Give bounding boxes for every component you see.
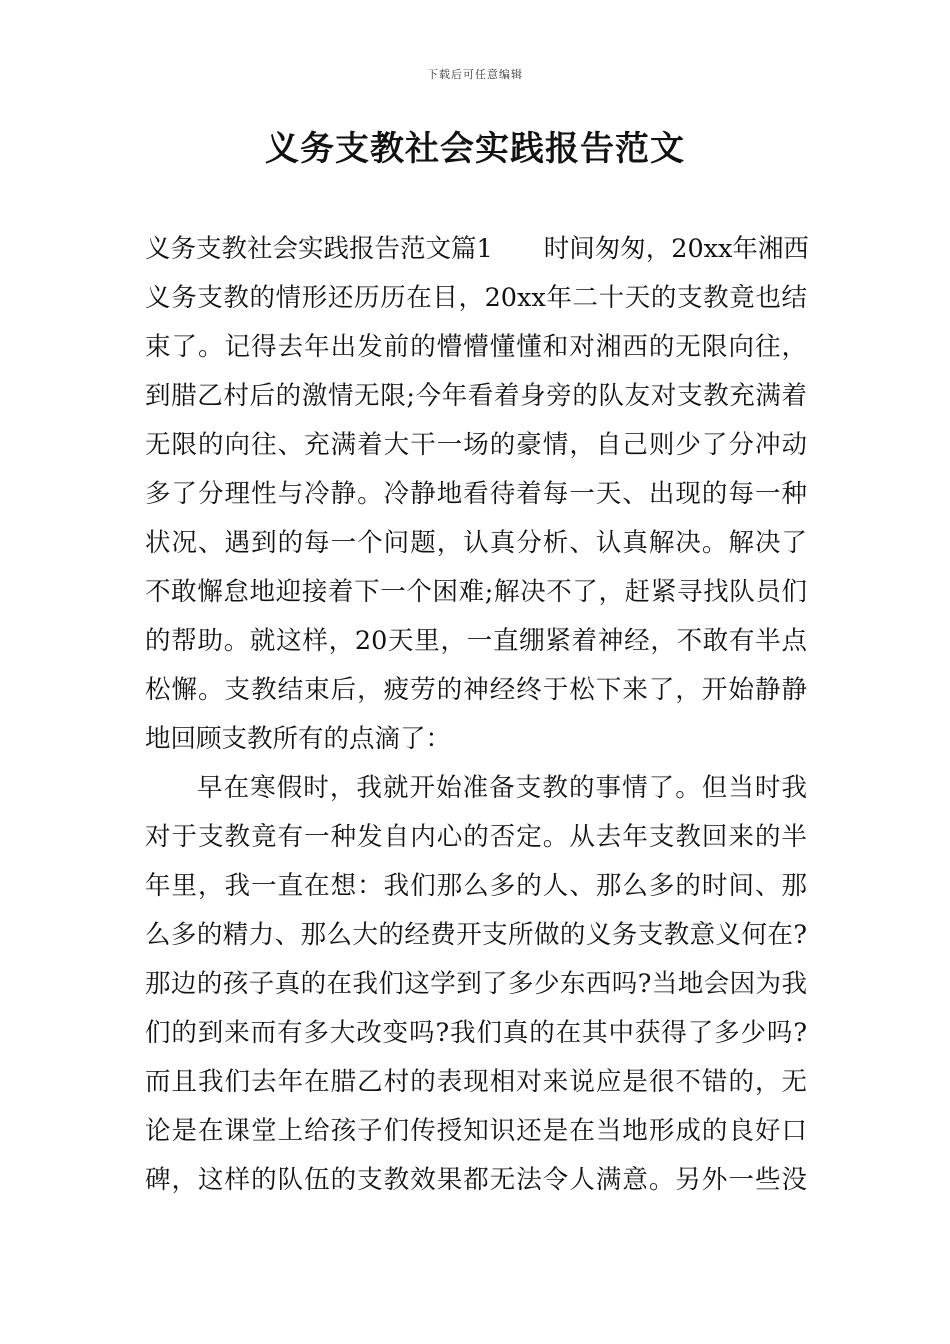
text-line: 状况、遇到的每一个问题，认真分析、认真解决。解决了 — [145, 528, 807, 558]
text-line: 么多的精力、那么大的经费开支所做的义务支教意义何在? — [145, 920, 807, 950]
text-line: 多了分理性与冷静。冷静地看待着每一天、出现的每一种 — [145, 479, 807, 509]
text-line: 而且我们去年在腊乙村的表现相对来说应是很不错的，无 — [145, 1067, 807, 1097]
text-line: 地回顾支教所有的点滴了： — [145, 724, 452, 754]
header-note: 下载后可任意编辑 — [427, 68, 523, 81]
text-line: 义务支教社会实践报告范文篇1 时间匆匆，20xx年湘西 — [145, 234, 809, 264]
text-line: 束了。记得去年出发前的懵懵懂懂和对湘西的无限向往， — [145, 332, 807, 362]
text-line: 年里，我一直在想：我们那么多的人、那么多的时间、那 — [145, 871, 807, 901]
text-line: 那边的孩子真的在我们这学到了多少东西吗?当地会因为我 — [145, 969, 807, 999]
document-title: 义务支教社会实践报告范文 — [265, 129, 685, 169]
text-line: 们的到来而有多大改变吗?我们真的在其中获得了多少吗? — [145, 1018, 807, 1048]
text-line: 无限的向往、充满着大干一场的豪情，自己则少了分冲动 — [145, 430, 807, 460]
text-line: 松懈。支教结束后，疲劳的神经终于松下来了，开始静静 — [145, 675, 807, 705]
text-line: 义务支教的情形还历历在目，20xx年二十天的支教竟也结 — [145, 283, 807, 313]
text-line: 的帮助。就这样，20天里，一直绷紧着神经，不敢有半点 — [145, 626, 807, 656]
text-line: 碑，这样的队伍的支教效果都无法令人满意。另外一些没 — [145, 1165, 807, 1195]
text-line: 不敢懈怠地迎接着下一个困难;解决不了，赶紧寻找队员们 — [145, 577, 807, 607]
text-line: 论是在课堂上给孩子们传授知识还是在当地形成的良好口 — [145, 1116, 807, 1146]
text-line: 到腊乙村后的激情无限;今年看着身旁的队友对支教充满着 — [145, 381, 807, 411]
document-body — [145, 225, 807, 1205]
text-line: 对于支教竟有一种发自内心的否定。从去年支教回来的半 — [145, 822, 807, 852]
text-line: 早在寒假时，我就开始准备支教的事情了。但当时我 — [197, 773, 807, 803]
